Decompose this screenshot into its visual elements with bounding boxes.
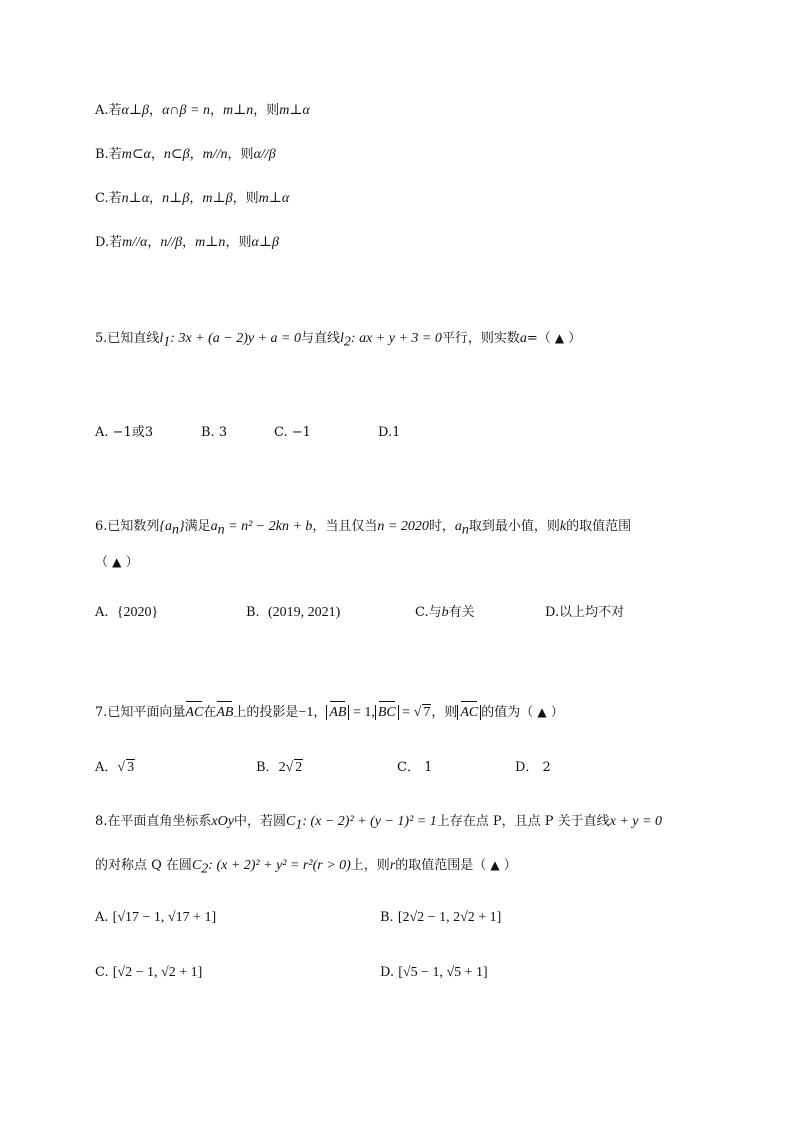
text: 的取值范围 <box>566 519 632 534</box>
sep: ， <box>253 103 267 118</box>
var: l <box>340 331 344 346</box>
option-value: [√2 − 1, √2 + 1] <box>112 965 203 980</box>
text: 7.已知平面向量 <box>95 705 186 720</box>
q4-option-c <box>95 190 289 208</box>
text: 若 <box>108 103 122 118</box>
text: ，当且仅当 <box>312 519 378 534</box>
text: =（ <box>526 331 551 346</box>
sub: n <box>461 522 469 538</box>
formula: a <box>210 519 218 534</box>
sep: ， <box>147 235 161 250</box>
q8-option-b <box>380 909 501 927</box>
text: ） <box>125 555 139 570</box>
option-label: A． <box>95 760 118 775</box>
option-label: D. <box>95 235 110 250</box>
var: a <box>519 331 527 346</box>
q6-option-c <box>415 604 475 622</box>
answer-triangle-icon: ▲ <box>537 705 547 719</box>
condition: n⊥α <box>121 191 150 206</box>
condition: n⊥β <box>162 191 190 206</box>
sub: 2 <box>201 861 209 877</box>
q7-option-c: C． 1 <box>397 760 433 775</box>
value: = 1, <box>349 705 375 720</box>
text: 的值为（ <box>481 705 534 720</box>
condition: m//n <box>202 147 228 162</box>
sep: ， <box>209 103 223 118</box>
projection-value: −1 <box>298 705 314 720</box>
option-label: A. <box>95 605 109 620</box>
circle-c1-equation: : (x − 2)² + (y − 1)² = 1 <box>302 814 437 829</box>
sub: n <box>172 522 180 538</box>
option-label: C. <box>95 965 109 980</box>
sub: 2 <box>343 334 351 350</box>
sequence: {a <box>159 519 173 534</box>
text: 若 <box>108 147 122 162</box>
option-label: A. <box>95 103 109 118</box>
vector-bc: BC <box>377 705 396 720</box>
condition: m⊥β <box>202 191 233 206</box>
condition: m⊂α <box>121 147 151 162</box>
q8-option-c <box>95 964 202 982</box>
var: a <box>454 519 462 534</box>
q6-option-b <box>246 604 340 622</box>
text: 则 <box>240 147 254 162</box>
q4-option-d <box>95 234 279 252</box>
result: m⊥α <box>258 191 290 206</box>
text: 6.已知数列 <box>95 519 160 534</box>
equals: = <box>398 705 414 720</box>
text: 则 <box>238 235 252 250</box>
text: 中，若圆 <box>233 814 286 829</box>
q8-option-d <box>380 964 488 982</box>
option-label: D. <box>380 965 395 980</box>
vector-ab: AB <box>329 705 347 720</box>
circle-c1: C <box>285 814 296 829</box>
text: ，则 <box>431 705 458 720</box>
q4-option-a <box>95 102 310 120</box>
answer-triangle-icon: ▲ <box>554 331 565 345</box>
text: 则 <box>245 191 259 206</box>
q7-option-d: D． 2 <box>515 760 551 775</box>
circle-c2-equation: : (x + 2)² + y² = r²(r > 0) <box>208 858 351 873</box>
text: 若 <box>108 191 122 206</box>
text: 上，则 <box>350 858 390 873</box>
result: α//β <box>253 147 276 162</box>
text: 满足 <box>184 519 211 534</box>
q6-stem <box>95 518 631 536</box>
equation-2: : ax + y + 3 = 0 <box>350 331 442 346</box>
sep: ， <box>225 235 239 250</box>
var: l <box>159 331 164 346</box>
q5-option-a: A. −1或3 <box>95 425 154 440</box>
text: ） <box>550 705 564 720</box>
q7-stem: 7.已知平面向量AC在AB上的投影是−1， AB = 1, BC = √ 7，则 AC 的值为（ ▲ ） <box>95 705 564 720</box>
text: 5.已知直线 <box>95 331 160 346</box>
text: ） <box>568 331 582 346</box>
var: k <box>559 519 567 534</box>
line-equation: x + y = 0 <box>609 814 662 829</box>
sep: ， <box>149 191 163 206</box>
option-label: B． <box>256 760 279 775</box>
radicand: 7 <box>423 705 431 720</box>
q8-stem-line2 <box>95 856 517 875</box>
option-value: [√5 − 1, √5 + 1] <box>398 965 488 980</box>
text: 8.在平面直角坐标系 <box>95 814 212 829</box>
radicand: 2 <box>295 760 303 775</box>
q5-option-c: C. −1 <box>274 425 311 440</box>
coefficient: 2 <box>278 760 286 775</box>
text: 在 <box>203 705 217 720</box>
var: b <box>441 605 449 620</box>
condition: n = 2020 <box>377 519 429 534</box>
equation-1: : 3x + (a − 2)y + a = 0 <box>170 331 301 346</box>
option-label: B. <box>246 605 260 620</box>
result: m⊥α <box>279 103 310 118</box>
brace: } <box>179 519 185 534</box>
condition: m//α <box>122 235 148 250</box>
text: 有关 <box>448 605 475 620</box>
q6-answer-slot <box>95 553 139 572</box>
sep: ， <box>227 147 241 162</box>
option-label: A. <box>95 910 109 925</box>
answer-triangle-icon: ▲ <box>112 555 122 569</box>
condition: m⊥n <box>195 235 226 250</box>
sep: ， <box>189 147 203 162</box>
q5-option-d: D.1 <box>378 425 401 440</box>
option-value: [2√2 − 1, 2√2 + 1] <box>397 910 502 925</box>
text: （ <box>95 555 109 570</box>
q5-stem <box>95 329 581 348</box>
text: ） <box>503 858 517 873</box>
sep: ， <box>182 235 196 250</box>
condition: n⊂β <box>163 147 190 162</box>
var: r <box>389 858 396 873</box>
condition: m⊥n <box>222 103 254 118</box>
text: 若 <box>109 235 123 250</box>
sep: ， <box>149 103 163 118</box>
text: 与直线 <box>301 331 341 346</box>
vector-ac: AC <box>460 705 479 720</box>
text: 则 <box>266 103 280 118</box>
coordinate-system: xOy <box>211 814 234 829</box>
result: α⊥β <box>251 235 279 250</box>
formula: = n² − 2kn + b <box>224 519 313 534</box>
condition: α⊥β <box>121 103 150 118</box>
text: 的取值范围是（ <box>395 858 487 873</box>
text: 取到最小值，则 <box>468 519 560 534</box>
sub: n <box>217 522 225 538</box>
q7-option-a: A．√ 3 <box>95 760 135 775</box>
q6-option-d: D.以上均不对 <box>545 605 625 620</box>
option-value: [√17 − 1, √17 + 1] <box>112 910 217 925</box>
vector-ac: AC <box>185 705 204 720</box>
sub: 1 <box>295 817 303 833</box>
q4-option-b <box>95 146 276 164</box>
sub: 1 <box>163 334 171 350</box>
sep: ， <box>232 191 246 206</box>
condition: n//β <box>160 235 183 250</box>
text: 上的投影是 <box>233 705 299 720</box>
text: 平行，则实数 <box>441 331 520 346</box>
answer-triangle-icon: ▲ <box>490 858 500 872</box>
sep: ， <box>189 191 203 206</box>
text: 上存在点 P，且点 P 关于直线 <box>436 814 610 829</box>
condition: α∩β = n <box>162 103 210 118</box>
circle-c2: C <box>191 858 202 873</box>
option-label: C. <box>95 191 109 206</box>
q8-stem-line1 <box>95 813 662 831</box>
option-value: {2020} <box>116 605 159 620</box>
sep: ， <box>313 705 327 720</box>
radicand: 3 <box>127 760 135 775</box>
sep: ， <box>150 147 164 162</box>
q8-option-a <box>95 909 216 927</box>
option-value: (2019, 2021) <box>267 605 341 620</box>
q7-option-b: B．2√ 2 <box>256 760 303 775</box>
text: 时， <box>428 519 455 534</box>
q5-option-b: B. 3 <box>201 425 228 440</box>
option-label: B. <box>380 910 394 925</box>
q6-option-a <box>95 604 158 622</box>
text: 的对称点 Q 在圆 <box>95 858 192 873</box>
text: C.与 <box>415 605 442 620</box>
option-label: B. <box>95 147 109 162</box>
vector-ab: AB <box>216 705 234 720</box>
